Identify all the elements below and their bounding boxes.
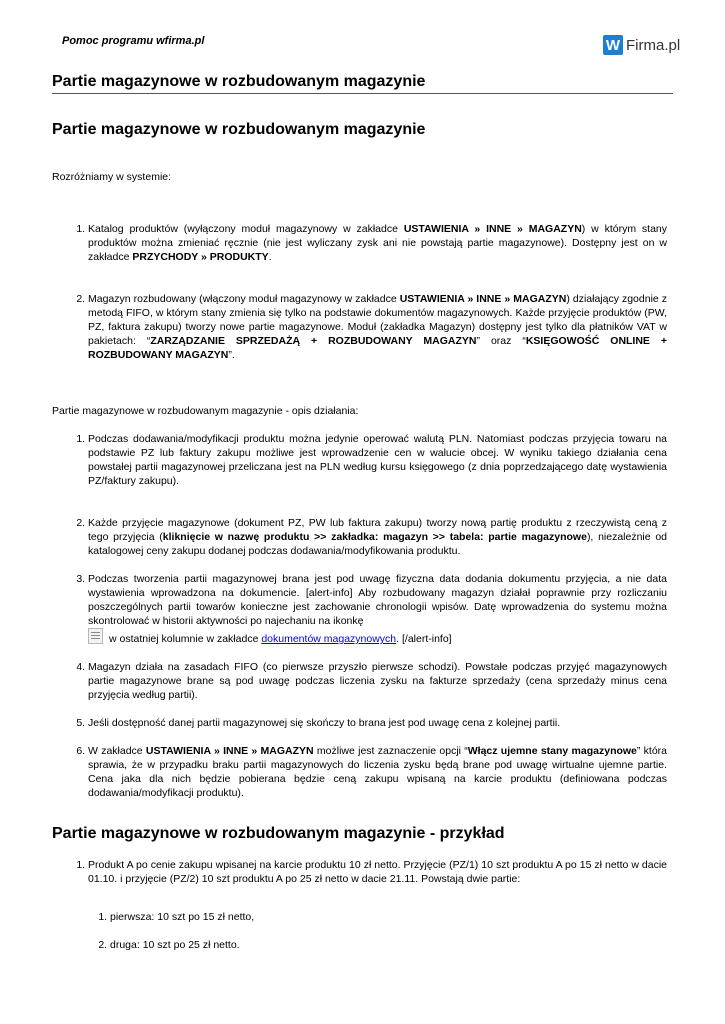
intro-text: Rozróżniamy w systemie: bbox=[52, 171, 172, 183]
list-item: 4. Magazyn działa na zasadach FIFO (co pierwsze przyszło pierwsze schodzi). Powstałe podczas przyjęć magazynowych partie magazynowe brane są pod uwagę podczas liczenia zysku na fakturze sprzedaży (cena sprzedaży minus cena przyjęcia według partii). bbox=[88, 660, 667, 702]
history-document-icon[interactable] bbox=[88, 628, 103, 644]
help-header-label: Pomoc programu wfirma.pl bbox=[62, 35, 205, 47]
example-list bbox=[52, 858, 667, 952]
wfirma-logo[interactable] bbox=[603, 34, 680, 56]
document-title: Partie magazynowe w rozbudowanym magazynie bbox=[52, 73, 673, 94]
systems-list bbox=[52, 222, 667, 362]
operation-list bbox=[52, 432, 667, 800]
sublist-item: 2. druga: 10 szt po 25 zł netto. bbox=[110, 938, 667, 952]
logo-text: Firma.pl bbox=[626, 36, 681, 54]
list-item: 2. Magazyn rozbudowany (włączony moduł magazynowy w zakładce USTAWIENIA » INNE » MAGAZYN) działający zgodnie z metodą FIFO, w którym stany zmienia się tylko na podstawie dokumentów magazynowych. Każde przyjęcie produktów (PW, PZ, faktura zakupu) tworzy nowe partie magazynowe. Moduł (zakładka Magazyn) dostępny jest tylko dla płatników VAT w pakietach: “ZARZĄDZANIE SPRZEDAŻĄ + ROZBUDOWANY MAGAZYN” oraz “KSIĘGOWOŚĆ ONLINE + ROZBUDOWANY MAGAZYN”. bbox=[88, 292, 667, 362]
sublist-item: 1. pierwsza: 10 szt po 15 zł netto, bbox=[110, 910, 667, 924]
list-item: 6. W zakładce USTAWIENIA » INNE » MAGAZYN możliwe jest zaznaczenie opcji “Włącz ujemne stany magazynowe” która sprawia, że w przypadku braku partii magazynowych do liczenia zysku będą brane pod uwagę wirtualne ujemne partie. Cena jaka dla nich będzie pobierana będzie ceną zakupu wpisaną na karcie produktu (definiowana podczas dodawania/modyfikacji produktu). bbox=[88, 744, 667, 800]
section-heading: Partie magazynowe w rozbudowanym magazynie bbox=[52, 121, 426, 138]
logo-badge-icon: W bbox=[603, 35, 623, 55]
list-item: 2. Każde przyjęcie magazynowe (dokument PZ, PW lub faktura zakupu) tworzy nową partię produktu z rzeczywistą ceną z tego przyjęcia (kliknięcie w nazwę produktu >> zakładka: magazyn >> tabela: partie magazynowe), niezależnie od katalogowej ceny zakupu dodanej podczas dodawania/modyfikowania produktu. bbox=[88, 516, 667, 558]
list-item: 1. Produkt A po cenie zakupu wpisanej na karcie produktu 10 zł netto. Przyjęcie (PZ/1) 10 szt produktu A po 15 zł netto w dacie 01.10. i przyjęcie (PZ/2) 10 szt produktu A po 25 zł netto w dacie 21.11. Powstają dwie partie: 1. pierwsza: 10 szt po 15 zł netto, 2. druga: 10 szt po 25 zł netto. bbox=[88, 858, 667, 952]
batches-sublist bbox=[88, 910, 667, 952]
list-item: 1. Katalog produktów (wyłączony moduł magazynowy w zakładce USTAWIENIA » INNE » MAGAZYN) w którym stany produktów można zmieniać ręcznie (nie jest wyliczany zysk ani nie powstają partie magazynowe). Dostępny jest on w zakładce PRZYCHODY » PRODUKTY. bbox=[88, 222, 667, 264]
operation-intro-text: Partie magazynowe w rozbudowanym magazynie - opis działania: bbox=[52, 405, 359, 417]
article-content bbox=[52, 120, 667, 952]
list-item: 5. Jeśli dostępność danej partii magazynowej się skończy to brana jest pod uwagę cena z kolejnej partii. bbox=[88, 716, 667, 730]
list-item: 1. Podczas dodawania/modyfikacji produktu można jedynie operować walutą PLN. Natomiast podczas przyjęcia towaru na podstawie PZ lub faktury zakupu możliwe jest wprowadzenie cen w walucie obcej. W wyniku takiego działania cena powstałej partii magazynowej przeliczana jest na PLN według kursu księgowego (z dnia poprzedzającego datę wystawienia PZ/faktury zakupu). bbox=[88, 432, 667, 488]
example-heading: Partie magazynowe w rozbudowanym magazynie - przykład bbox=[52, 825, 505, 842]
list-item: 3. Podczas tworzenia partii magazynowej brana jest pod uwagę fizyczna data dodania dokumentu przyjęcia, a nie data wystawienia wprowadzona na dokumencie. [alert-info] Aby rozbudowany magazyn działał poprawnie przy rozliczaniu poszczególnych partii towarów konieczne jest zachowanie chronologii wpisów. Datę wprowadzenia do systemu można skontrolować w historii aktywności po najechaniu na ikonkę w ostatniej kolumnie w zakładce dokumentów magazynowych. [/alert-info] bbox=[88, 572, 667, 646]
warehouse-documents-link[interactable]: dokumentów magazynowych bbox=[261, 633, 397, 645]
